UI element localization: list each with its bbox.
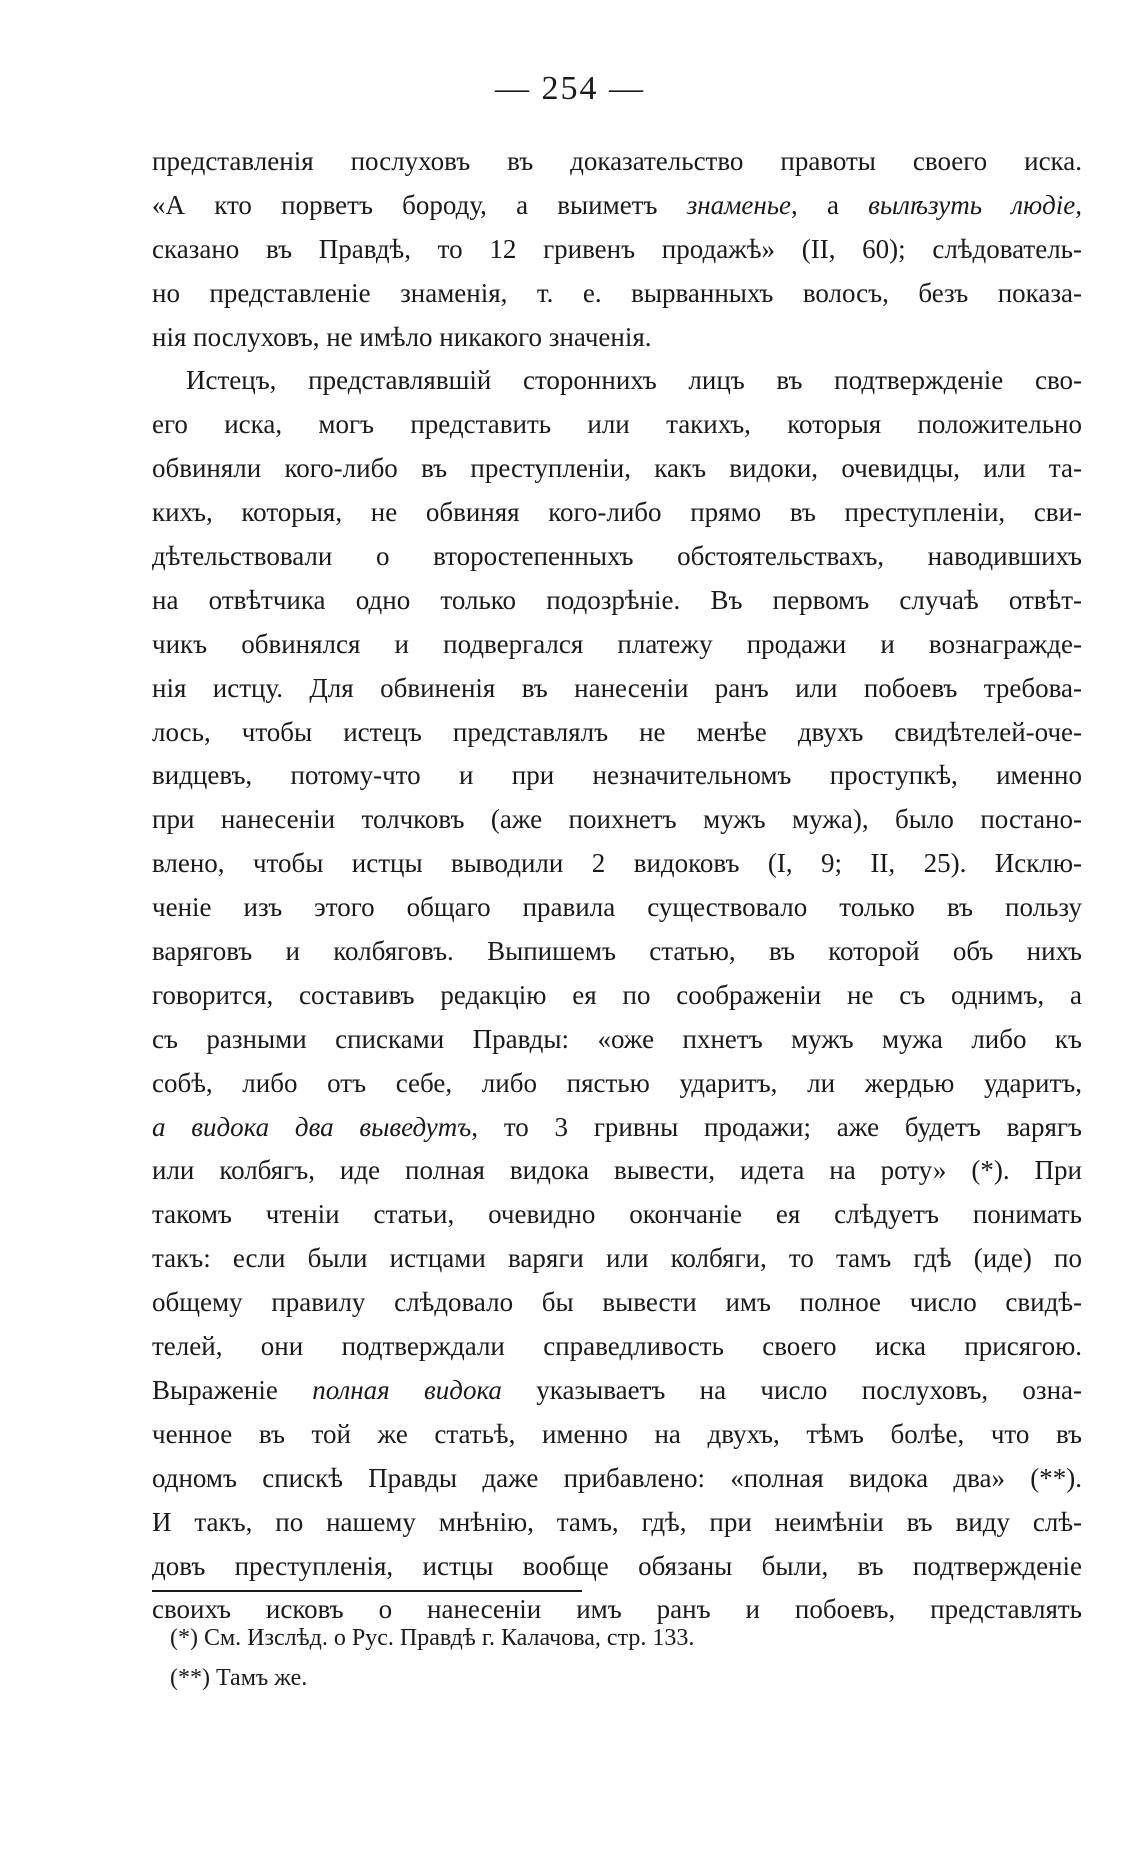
- text-run: а видока два выведутъ: [152, 1111, 472, 1142]
- text-run: Истецъ, представлявшій стороннихъ лицъ въ подтвержденіе сво-: [186, 365, 1082, 396]
- text-line: [152, 228, 1082, 272]
- text-run: но представленіе знаменія, т. е. вырванныхъ волосъ, безъ показа-: [152, 277, 1082, 308]
- text-run: дѣтельствовали о второстепенныхъ обстоятельствахъ, наводившихъ: [152, 541, 1082, 572]
- text-run: при нанесеніи толчковъ (аже поихнетъ мужъ мужа), было постано-: [152, 804, 1082, 835]
- text-run: кихъ, которыя, не обвиняя кого-либо прямо въ преступленіи, сви-: [152, 497, 1082, 528]
- text-run: его иска, могъ представить или такихъ, которыя положительно: [152, 409, 1082, 440]
- text-line: [152, 447, 1082, 491]
- text-run: или колбягъ, иде полная видока вывести, идета на роту» (*). При: [152, 1155, 1082, 1186]
- text-run: собѣ, либо отъ себе, либо пястью ударитъ, ли жердью ударитъ,: [152, 1067, 1082, 1098]
- text-line: [152, 754, 1082, 798]
- text-run: ченное въ той же статьѣ, именно на двухъ, тѣмъ болѣе, что въ: [152, 1418, 1082, 1449]
- text-run: Выраженіе: [152, 1374, 313, 1405]
- footnote-2: (**) Тамъ же.: [170, 1665, 308, 1691]
- text-run: чикъ обвинялся и подвергался платежу продажи и вознагражде-: [152, 628, 1082, 659]
- text-run: обвиняли кого-либо въ преступленіи, какъ видоки, очевидцы, или та-: [152, 453, 1082, 484]
- text-line: [152, 535, 1082, 579]
- text-line: [152, 579, 1082, 623]
- text-line: [152, 1281, 1082, 1325]
- text-run: «А кто порветъ бороду, а выиметъ: [152, 189, 687, 220]
- footnote-1: (*) См. Изслѣд. о Рус. Правдѣ г. Калачова, стр. 133.: [170, 1625, 695, 1651]
- text-line: [152, 491, 1082, 535]
- text-line: [152, 1413, 1082, 1457]
- text-run: общему правилу слѣдовало бы вывести имъ полное число свидѣ-: [152, 1287, 1082, 1318]
- page-number: — 254 —: [495, 70, 645, 107]
- text-run: влено, чтобы истцы выводили 2 видоковъ (I, 9; II, 25). Исклю-: [152, 848, 1082, 879]
- text-line: [152, 403, 1082, 447]
- text-run: нія послуховъ, не имѣло никакого значенія.: [152, 321, 652, 352]
- text-line: [152, 1062, 1082, 1106]
- text-line: [152, 667, 1082, 711]
- text-line: [152, 886, 1082, 930]
- text-run: съ разными списками Правды: «оже пхнетъ мужъ мужа либо къ: [152, 1023, 1082, 1054]
- text-run: такъ: если были истцами варяги или колбяги, то тамъ гдѣ (иде) по: [152, 1243, 1082, 1274]
- text-line: [152, 1457, 1082, 1501]
- text-run: одномъ спискѣ Правды даже прибавлено: «полная видока два» (**).: [152, 1462, 1082, 1493]
- text-line: [152, 1237, 1082, 1281]
- text-run: знаменье: [686, 189, 791, 220]
- paragraph-1: [152, 140, 1082, 359]
- text-line: [152, 798, 1082, 842]
- text-line: [152, 1018, 1082, 1062]
- text-line: [152, 623, 1082, 667]
- text-run: , то 3 гривны продажи; аже будетъ варягъ: [471, 1111, 1082, 1142]
- text-line: [152, 1325, 1082, 1369]
- text-run: представленія послуховъ въ доказательство правоты своего иска.: [152, 146, 1082, 176]
- footnotes: [170, 1618, 970, 1698]
- text-run: варяговъ и колбяговъ. Выпишемъ статью, въ которой объ нихъ: [152, 936, 1082, 967]
- text-line: [152, 272, 1082, 316]
- text-line: [152, 1501, 1082, 1545]
- text-run: , а: [791, 189, 869, 220]
- text-line: [152, 930, 1082, 974]
- text-run: на отвѣтчика одно только подозрѣніе. Въ первомъ случаѣ отвѣт-: [152, 584, 1082, 615]
- text-run: видцевъ, потому-что и при незначительномъ проступкѣ, именно: [152, 760, 1082, 791]
- text-run: говорится, составивъ редакцію ея по соображеніи не съ однимъ, а: [152, 979, 1082, 1010]
- text-line: [152, 316, 1082, 360]
- text-line: [152, 1193, 1082, 1237]
- text-line: [152, 184, 1082, 228]
- text-line: [152, 1106, 1082, 1150]
- text-run: вылѣзуть людіе,: [868, 189, 1082, 220]
- text-line: [152, 842, 1082, 886]
- footnote-divider: [152, 1590, 582, 1592]
- text-run: сказано въ Правдѣ, то 12 гривенъ продажѣ» (II, 60); слѣдователь-: [152, 233, 1082, 264]
- text-run: такомъ чтеніи статьи, очевидно окончаніе ея слѣдуетъ понимать: [152, 1199, 1082, 1230]
- text-run: указываетъ на число послуховъ, озна-: [501, 1374, 1083, 1405]
- text-run: полная видока: [312, 1374, 502, 1405]
- text-line: [152, 711, 1082, 755]
- text-run: своихъ исковъ о нанесеніи имъ ранъ и побоевъ, представлять: [152, 1594, 1082, 1625]
- paragraph-2: [152, 359, 1082, 1632]
- text-line: [152, 140, 1082, 184]
- text-run: нія истцу. Для обвиненія въ нанесеніи ранъ или побоевъ требова-: [152, 672, 1082, 703]
- text-line: [152, 359, 1082, 403]
- body-text: [152, 140, 1082, 1632]
- text-run: довъ преступленія, истцы вообще обязаны были, въ подтвержденіе: [152, 1550, 1082, 1581]
- text-line: [152, 1149, 1082, 1193]
- text-run: телей, они подтверждали справедливость своего иска присягою.: [152, 1331, 1082, 1362]
- text-line: [152, 1545, 1082, 1589]
- text-run: И такъ, по нашему мнѣнію, тамъ, гдѣ, при неимѣніи въ виду слѣ-: [152, 1506, 1082, 1537]
- text-run: ченіе изъ этого общаго правила существовало только въ пользу: [152, 892, 1082, 923]
- text-line: [152, 974, 1082, 1018]
- text-run: лось, чтобы истецъ представлялъ не менѣе двухъ свидѣтелей-оче-: [152, 716, 1082, 747]
- text-line: [152, 1369, 1082, 1413]
